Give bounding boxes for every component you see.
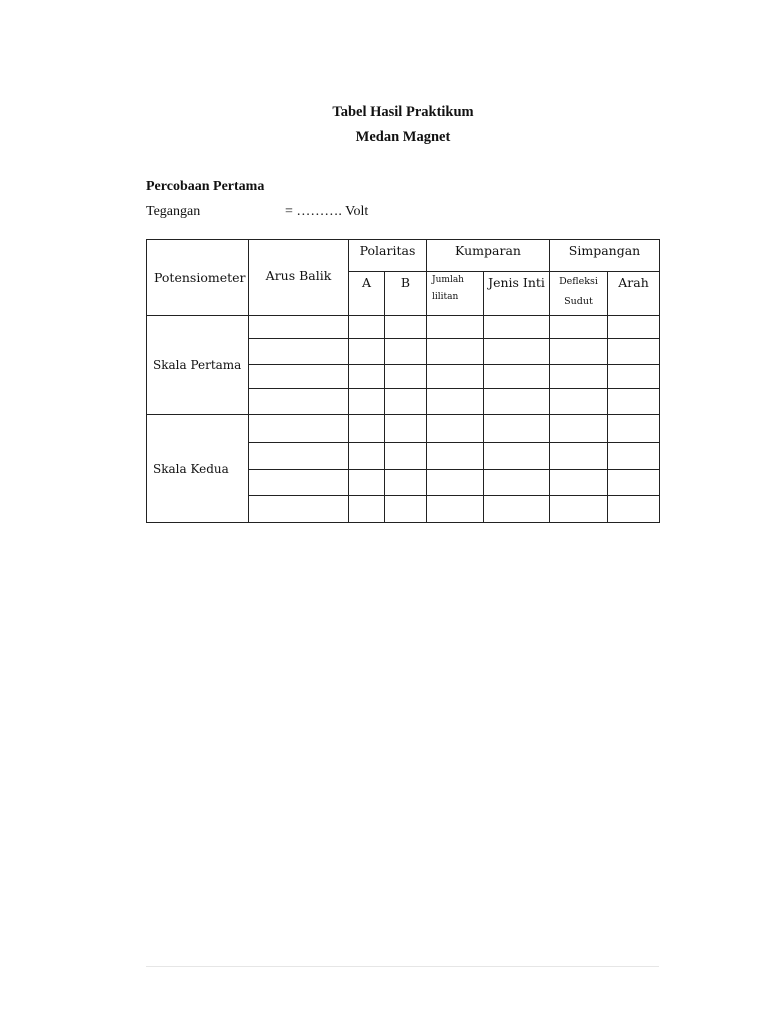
table-cell (550, 316, 608, 339)
header-kumparan: Kumparan (427, 240, 550, 272)
table-row (147, 316, 660, 339)
table-cell (484, 443, 550, 470)
footer-divider (146, 966, 659, 967)
table-cell (249, 365, 349, 389)
table-cell (550, 443, 608, 470)
table-cell (249, 339, 349, 365)
table-cell (484, 365, 550, 389)
table-cell (249, 316, 349, 339)
header-potensiometer: Potensiometer (147, 240, 249, 316)
table-cell (427, 389, 484, 415)
table-cell (484, 316, 550, 339)
table-cell (550, 496, 608, 523)
voltage-value: = ………. Volt (285, 204, 369, 219)
header-simpangan: Simpangan (550, 240, 660, 272)
voltage-label: Tegangan (146, 204, 201, 219)
table-cell (249, 389, 349, 415)
table-cell (608, 365, 660, 389)
subheader-jumlah-lilitan: Jumlah lilitan (427, 272, 484, 316)
table-cell (349, 389, 385, 415)
table-cell (249, 415, 349, 443)
table-cell (484, 470, 550, 496)
table-cell (427, 339, 484, 365)
table-cell (550, 339, 608, 365)
table-cell (249, 470, 349, 496)
subheader-defleksi-sudut: Defleksi Sudut (550, 272, 608, 316)
table-cell (484, 339, 550, 365)
table-cell (427, 496, 484, 523)
subheader-jenis-inti: Jenis Inti (484, 272, 550, 316)
table-row (147, 415, 660, 443)
table-cell (608, 496, 660, 523)
table-cell (550, 389, 608, 415)
row-label-skala-pertama: Skala Pertama (147, 316, 249, 415)
document-title: Tabel Hasil Praktikum (332, 104, 474, 120)
subheader-arah: Arah (608, 272, 660, 316)
table-cell (385, 316, 427, 339)
table-cell (427, 415, 484, 443)
table-cell (349, 443, 385, 470)
table-cell (349, 316, 385, 339)
table-cell (385, 443, 427, 470)
table-cell (349, 339, 385, 365)
table-cell (484, 389, 550, 415)
table-cell (349, 470, 385, 496)
table-cell (385, 470, 427, 496)
table-cell (608, 389, 660, 415)
subheader-b: B (385, 272, 427, 316)
table-cell (349, 496, 385, 523)
row-label-skala-kedua: Skala Kedua (147, 415, 249, 523)
table-cell (608, 443, 660, 470)
table-cell (608, 339, 660, 365)
header-polaritas: Polaritas (349, 240, 427, 272)
table-cell (385, 496, 427, 523)
table-cell (484, 415, 550, 443)
table-cell (385, 339, 427, 365)
table-cell (427, 443, 484, 470)
table-cell (427, 365, 484, 389)
table-cell (385, 415, 427, 443)
table-cell (550, 470, 608, 496)
table-cell (249, 443, 349, 470)
table-cell (550, 415, 608, 443)
table-cell (427, 316, 484, 339)
table-cell (385, 389, 427, 415)
table-cell (427, 470, 484, 496)
table-cell (385, 365, 427, 389)
table-cell (608, 316, 660, 339)
table-cell (608, 415, 660, 443)
subheader-a: A (349, 272, 385, 316)
table-cell (550, 365, 608, 389)
table-cell (249, 496, 349, 523)
table-cell (349, 415, 385, 443)
table-cell (349, 365, 385, 389)
results-table (146, 239, 660, 523)
table-cell (608, 470, 660, 496)
header-arus-balik: Arus Balik (249, 240, 349, 316)
section-title: Percobaan Pertama (146, 179, 265, 194)
document-subtitle: Medan Magnet (355, 129, 451, 145)
table-cell (484, 496, 550, 523)
